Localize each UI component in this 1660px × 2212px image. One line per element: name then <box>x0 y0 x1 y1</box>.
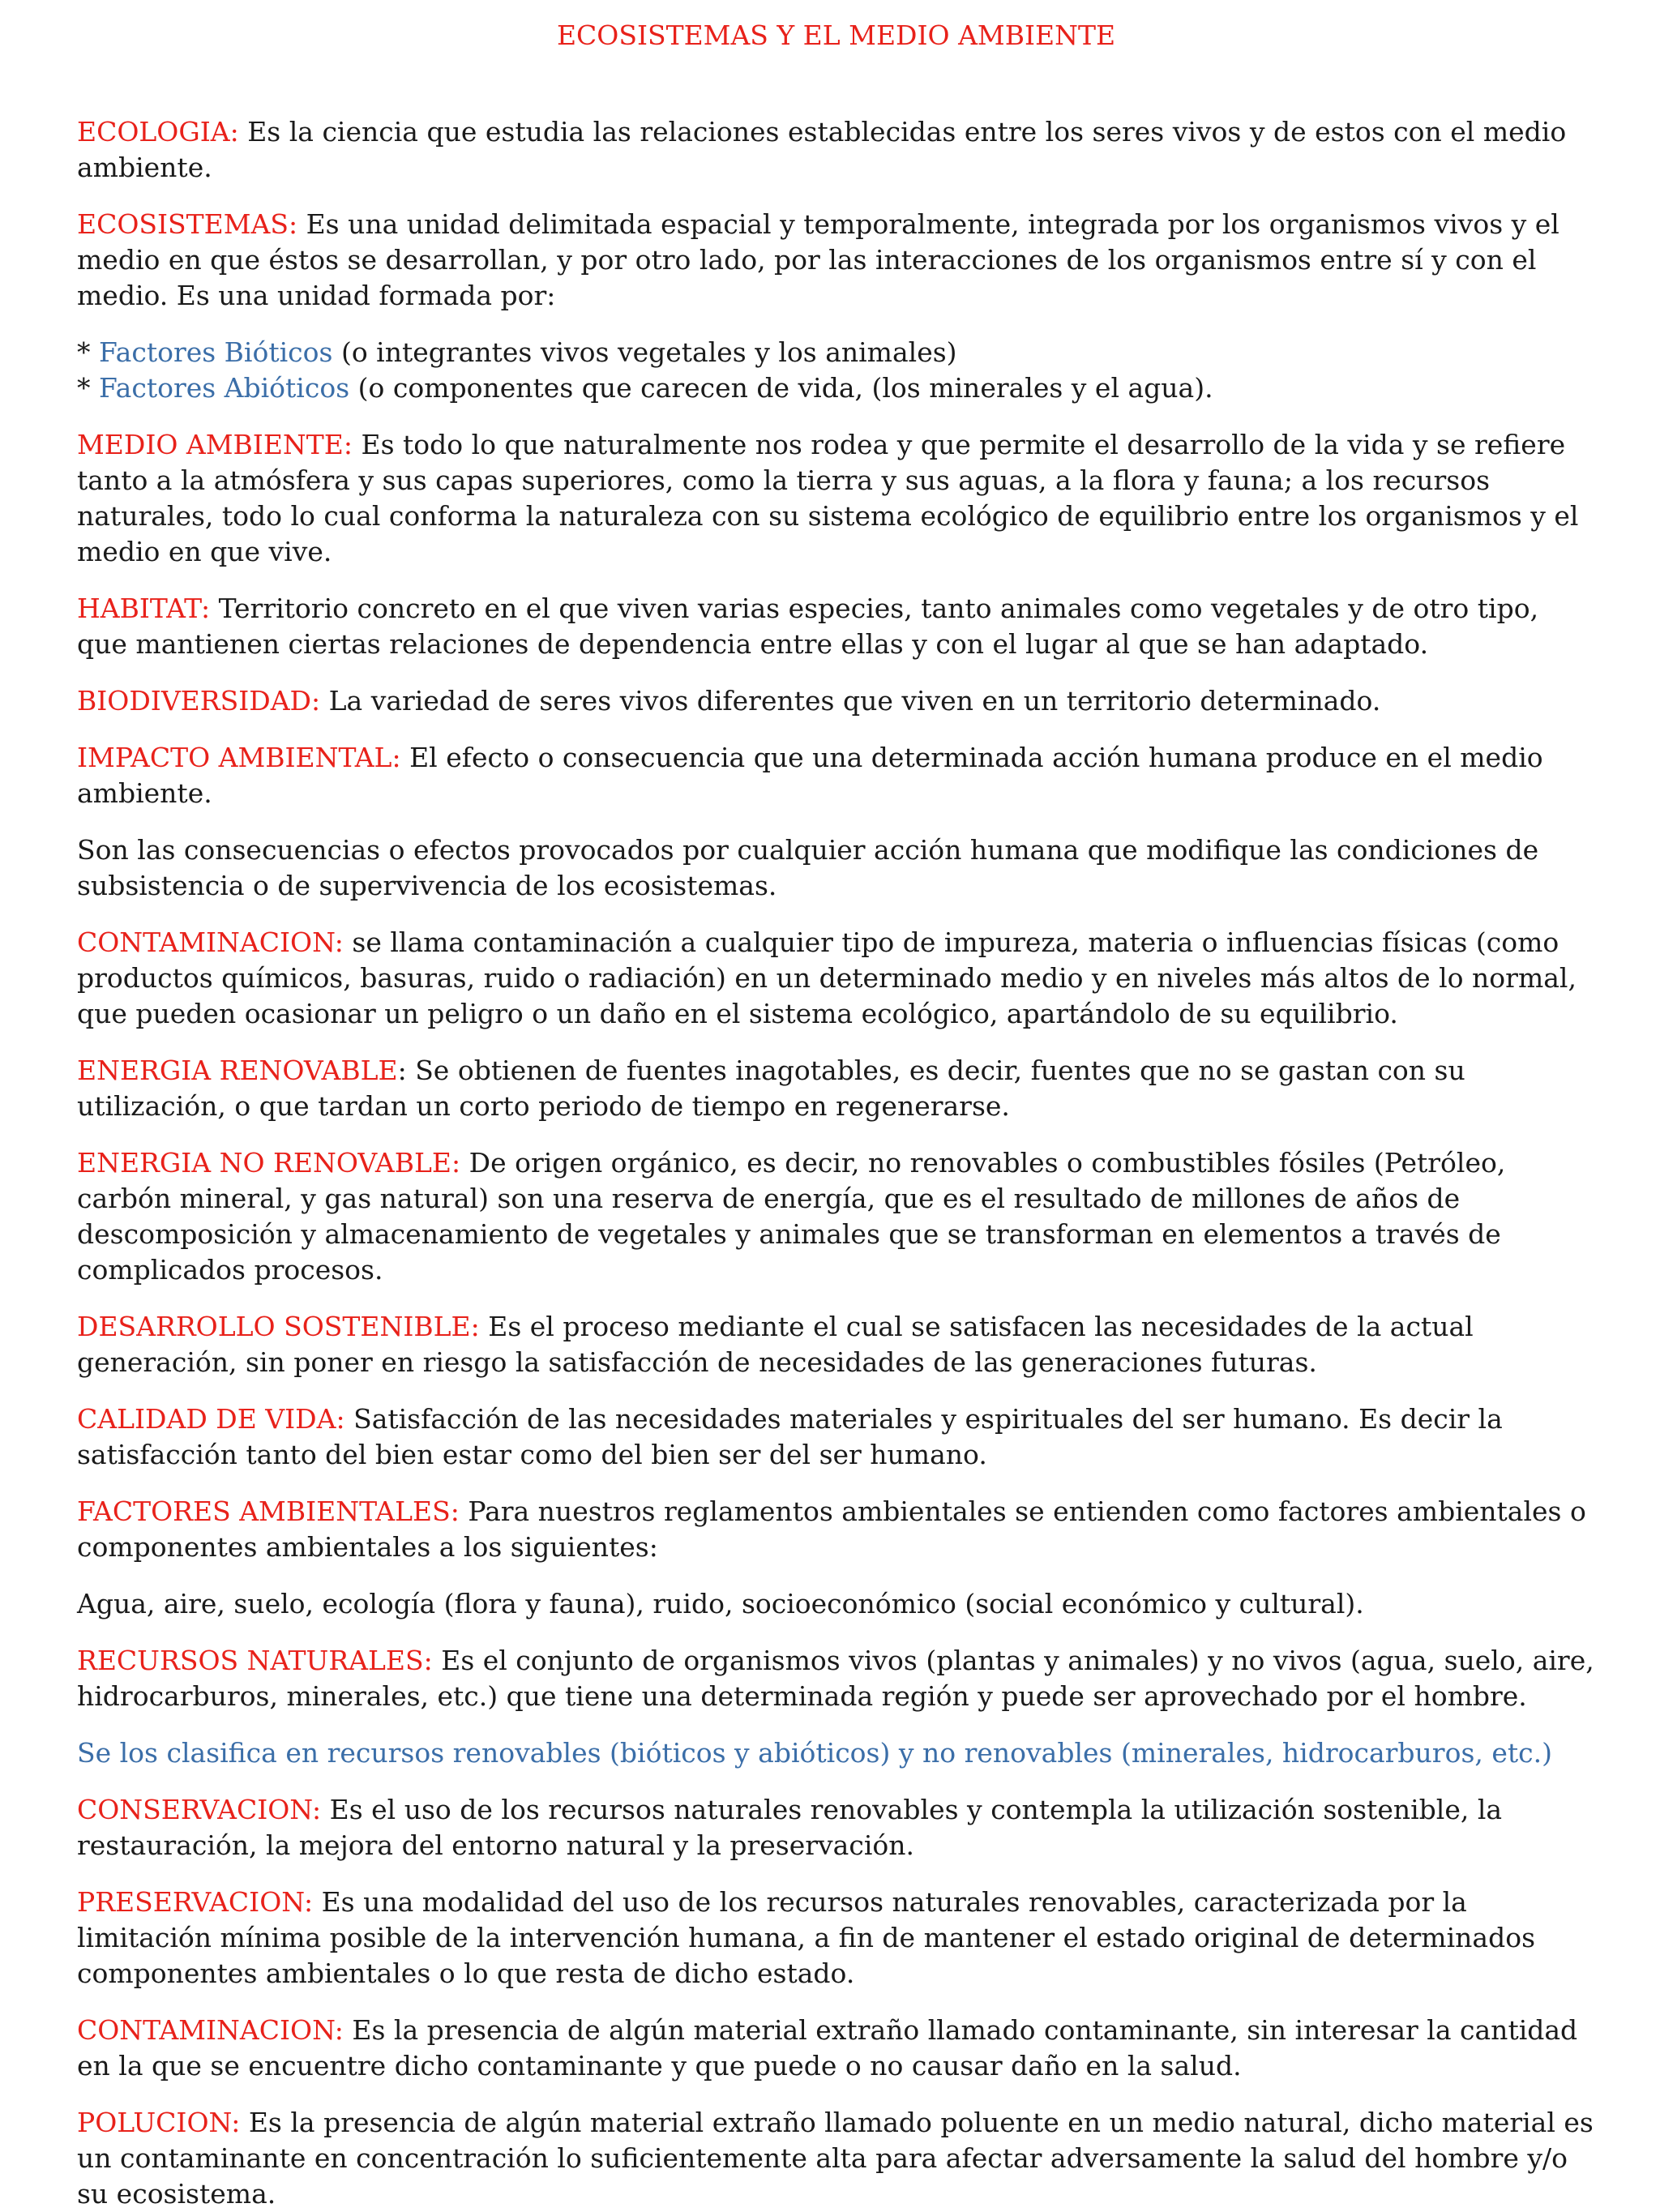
paragraph-factores-ambientales-list: Agua, aire, suelo, ecología (flora y fauna), ruido, socioeconómico (social económico y cultural). <box>77 1588 1364 1619</box>
list-item <box>77 335 1595 370</box>
paragraph-calidad-de-vida <box>77 1401 1595 1473</box>
paragraph-conservacion <box>77 1792 1595 1863</box>
term-label: CONTAMINACION: <box>77 2014 344 2046</box>
term-label: RECURSOS NATURALES: <box>77 1645 433 1676</box>
term-label: CALIDAD DE VIDA: <box>77 1403 345 1435</box>
factor-name: Factores Abióticos <box>99 372 350 404</box>
bullet: * <box>77 336 99 368</box>
paragraph-impacto-extra: Son las consecuencias o efectos provocados por cualquier acción humana que modifique las condiciones de subsistencia o de supervivencia de los ecosistemas. <box>77 834 1539 901</box>
document-title: ECOSISTEMAS Y EL MEDIO AMBIENTE <box>556 19 1116 51</box>
term-label: DESARROLLO SOSTENIBLE: <box>77 1311 480 1342</box>
paragraph-recursos-naturales <box>77 1643 1595 1714</box>
paragraph-contaminacion-2 <box>77 2013 1595 2084</box>
term-label: ECOSISTEMAS: <box>77 208 298 240</box>
term-label: CONSERVACION: <box>77 1794 322 1825</box>
definition-text: Es la ciencia que estudia las relaciones establecidas entre los seres vivos y de estos con el medio ambiente. <box>77 116 1567 183</box>
definition-text: Territorio concreto en el que viven varias especies, tanto animales como vegetales y de otro tipo, que mantienen ciertas relaciones de dependencia entre ellas y con el lugar al que se han adaptado. <box>77 593 1539 660</box>
term-label: ECOLOGIA: <box>77 116 239 148</box>
term-label: IMPACTO AMBIENTAL: <box>77 742 401 773</box>
paragraph-ecosistemas <box>77 207 1595 314</box>
term-label: ENERGIA NO RENOVABLE: <box>77 1147 461 1179</box>
definition-text: Es una modalidad del uso de los recursos naturales renovables, caracterizada por la limitación mínima posible de la intervención humana, a fin de mantener el estado original de determinados componentes ambientales o lo que resta de dicho estado. <box>77 1886 1535 1989</box>
paragraph-polucion <box>77 2105 1595 2212</box>
bullet: * <box>77 372 99 404</box>
paragraph-desarrollo-sostenible <box>77 1309 1595 1380</box>
definition-text: Para nuestros reglamentos ambientales se entienden como factores ambientales o componentes ambientales a los siguientes: <box>77 1495 1586 1563</box>
term-label: HABITAT: <box>77 593 211 624</box>
factor-text: (o integrantes vivos vegetales y los animales) <box>332 336 957 368</box>
definition-text: Es el uso de los recursos naturales renovables y contempla la utilización sostenible, la restauración, la mejora del entorno natural y la preservación. <box>77 1794 1503 1861</box>
factor-text: (o componentes que carecen de vida, (los minerales y el agua). <box>349 372 1213 404</box>
definition-text: Es el proceso mediante el cual se satisfacen las necesidades de la actual generación, sin poner en riesgo la satisfacción de necesidades de las generaciones futuras. <box>77 1311 1474 1378</box>
paragraph-habitat <box>77 591 1595 662</box>
paragraph-recursos-clasificacion: Se los clasifica en recursos renovables (bióticos y abióticos) y no renovables (minerales, hidrocarburos, etc.) <box>77 1737 1552 1769</box>
term-label: PRESERVACION: <box>77 1886 314 1918</box>
definition-text: Es la presencia de algún material extraño llamado poluente en un medio natural, dicho material es un contaminante en concentración lo suficientemente alta para afectar adversamente la salud del hombre y/o su ecosistema. <box>77 2107 1594 2210</box>
definition-text: Es el conjunto de organismos vivos (plantas y animales) y no vivos (agua, suelo, aire, hidrocarburos, minerales, etc.) que tiene una determinada región y puede ser aprovechado por el hombre. <box>77 1645 1594 1712</box>
paragraph-energia-no-renovable <box>77 1145 1595 1288</box>
paragraph-preservacion <box>77 1885 1595 1992</box>
list-item <box>77 370 1595 406</box>
term-label: FACTORES AMBIENTALES: <box>77 1495 460 1527</box>
paragraph-medio-ambiente <box>77 427 1595 570</box>
definition-text: La variedad de seres vivos diferentes que viven en un territorio determinado. <box>320 685 1381 717</box>
definition-text: se llama contaminación a cualquier tipo de impureza, materia o influencias físicas (como productos químicos, basuras, ruido o radiación) en un determinado medio y en niveles más altos de lo normal, que pueden ocasionar un peligro o un daño en el sistema ecológico, apartándolo de su equilibrio. <box>77 926 1577 1029</box>
term-label: BIODIVERSIDAD: <box>77 685 321 717</box>
definition-text: Es la presencia de algún material extraño llamado contaminante, sin interesar la cantidad en la que se encuentre dicho contaminante y que puede o no causar daño en la salud. <box>77 2014 1578 2082</box>
term-label: CONTAMINACION: <box>77 926 344 958</box>
paragraph-biodiversidad <box>77 683 1595 719</box>
definition-text: Es una unidad delimitada espacial y temporalmente, integrada por los organismos vivos y el medio en que éstos se desarrollan, y por otro lado, por las interacciones de los organismos entre sí y con el medio. Es una unidad formada por: <box>77 208 1559 311</box>
definition-text: : Se obtienen de fuentes inagotables, es decir, fuentes que no se gastan con su utilización, o que tardan un corto periodo de tiempo en regenerarse. <box>77 1055 1465 1122</box>
paragraph-contaminacion-1 <box>77 925 1595 1032</box>
term-label: MEDIO AMBIENTE: <box>77 429 353 460</box>
definition-text: Satisfacción de las necesidades materiales y espirituales del ser humano. Es decir la satisfacción tanto del bien estar como del bien ser del ser humano. <box>77 1403 1503 1470</box>
term-label: ENERGIA RENOVABLE <box>77 1055 398 1086</box>
paragraph-factores-ambientales <box>77 1494 1595 1565</box>
paragraph-ecologia <box>77 114 1595 186</box>
definition-text: El efecto o consecuencia que una determinada acción humana produce en el medio ambiente. <box>77 742 1543 809</box>
paragraph-energia-renovable <box>77 1053 1595 1124</box>
definition-text: Es todo lo que naturalmente nos rodea y que permite el desarrollo de la vida y se refiere tanto a la atmósfera y sus capas superiores, como la tierra y sus aguas, a la flora y fauna; a los recursos naturales, todo lo cual conforma la naturaleza con su sistema ecológico de equilibrio entre los organismos y el medio en que vive. <box>77 429 1579 567</box>
factor-name: Factores Bióticos <box>99 336 333 368</box>
paragraph-impacto-ambiental <box>77 740 1595 811</box>
term-label: POLUCION: <box>77 2107 241 2138</box>
factores-list <box>77 335 1595 406</box>
definition-text: De origen orgánico, es decir, no renovables o combustibles fósiles (Petróleo, carbón mineral, y gas natural) son una reserva de energía, que es el resultado de millones de años de descomposición y almacenamiento de vegetales y animales que se transforman en elementos a través de complicados procesos. <box>77 1147 1506 1286</box>
